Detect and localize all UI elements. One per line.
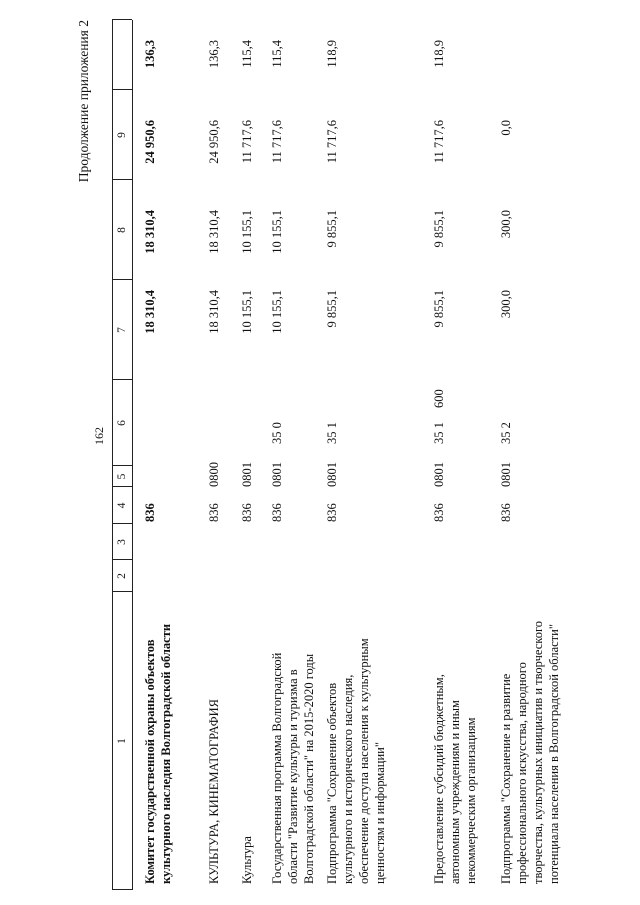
- col-header-6: 6: [116, 420, 128, 426]
- row-name: Государственная программа Волгоградской области "Развитие культуры и туризма в Волгоградской области" на 2015-2020 годы: [270, 652, 316, 884]
- col-header-7: 7: [116, 327, 128, 333]
- cell-c8: 11 717,6: [240, 120, 254, 164]
- cell-c8: 0,0: [499, 120, 513, 136]
- cell-c2: 836: [432, 503, 446, 522]
- cell-c6: 18 310,4: [207, 290, 221, 334]
- cell-c6: 300,0: [499, 290, 513, 319]
- col-header-3: 3: [116, 539, 128, 545]
- cell-c6: 9 855,1: [432, 290, 446, 328]
- cell-c4: 35 2: [499, 422, 513, 444]
- cell-c2: 836: [499, 503, 513, 522]
- cell-c6: 18 310,4: [143, 290, 157, 334]
- row-name: КУЛЬТУРА, КИНЕМАТОГРАФИЯ: [207, 699, 221, 884]
- cell-c2: 836: [240, 503, 254, 522]
- col-header-1: 1: [116, 738, 128, 744]
- continuation-label: Продолжение приложения 2: [76, 20, 91, 183]
- cell-c6: 9 855,1: [325, 290, 339, 328]
- cell-c3: 0801: [240, 462, 254, 487]
- cell-c3: 0800: [207, 462, 221, 487]
- cell-c7: 18 310,4: [207, 210, 221, 254]
- cell-c9: 115,4: [270, 40, 284, 68]
- col-header-4: 4: [116, 502, 128, 509]
- cell-c2: 836: [207, 503, 221, 522]
- cell-c3: 0801: [499, 462, 513, 487]
- cell-c5: 600: [432, 389, 446, 408]
- cell-c9: 115,4: [240, 40, 254, 68]
- cell-c6: 10 155,1: [240, 290, 254, 334]
- cell-c8: 11 717,6: [325, 120, 339, 164]
- cell-c2: 836: [325, 503, 339, 522]
- cell-c9: 136,3: [143, 40, 157, 69]
- cell-c3: 0801: [432, 462, 446, 487]
- col-header-2: 2: [116, 573, 128, 579]
- col-header-5: 5: [116, 473, 128, 480]
- cell-c7: 10 155,1: [240, 210, 254, 254]
- cell-c4: 35 1: [325, 422, 339, 444]
- cell-c7: 9 855,1: [432, 210, 446, 248]
- cell-c3: 0801: [325, 462, 339, 487]
- row-name: Подпрограмма "Сохранение объектов культурного и исторического наследия, обеспечение доступа населения к культурным ценностям и информации": [325, 638, 387, 884]
- cell-c7: 9 855,1: [325, 210, 339, 248]
- row-name: Предоставление субсидий бюджетным, автономным учреждениям и иным некоммерческим организациям: [432, 674, 478, 884]
- cell-c8: 11 717,6: [270, 120, 284, 164]
- cell-c8: 11 717,6: [432, 120, 446, 164]
- col-header-8: 8: [116, 227, 128, 233]
- row-name: Подпрограмма "Сохранение и развитие профессионального искусства, народного творчества, культурных инициатив и творческого потенциала населения в Волгоградской области": [499, 620, 561, 884]
- cell-c4: 35 1: [432, 422, 446, 444]
- rotated-table-sheet: [76, 0, 636, 890]
- page-number: 162: [92, 427, 106, 445]
- cell-c2: 836: [270, 503, 284, 522]
- cell-c4: 35 0: [270, 422, 284, 444]
- cell-c9: 118,9: [325, 40, 339, 68]
- cell-c9: 118,9: [432, 40, 446, 68]
- cell-c7: 18 310,4: [143, 210, 157, 254]
- cell-c9: 136,3: [207, 40, 221, 69]
- row-name: Культура: [240, 836, 254, 884]
- col-header-9: 9: [116, 132, 128, 138]
- cell-c3: 0801: [270, 462, 284, 487]
- cell-c8: 24 950,6: [143, 120, 157, 164]
- cell-c7: 300,0: [499, 210, 513, 239]
- cell-c6: 10 155,1: [270, 290, 284, 334]
- row-name: Комитет государственной охраны объектов культурного наследия Волгоградской области: [143, 623, 173, 884]
- cell-c2: 836: [143, 503, 157, 522]
- cell-c8: 24 950,6: [207, 120, 221, 164]
- cell-c7: 10 155,1: [270, 210, 284, 254]
